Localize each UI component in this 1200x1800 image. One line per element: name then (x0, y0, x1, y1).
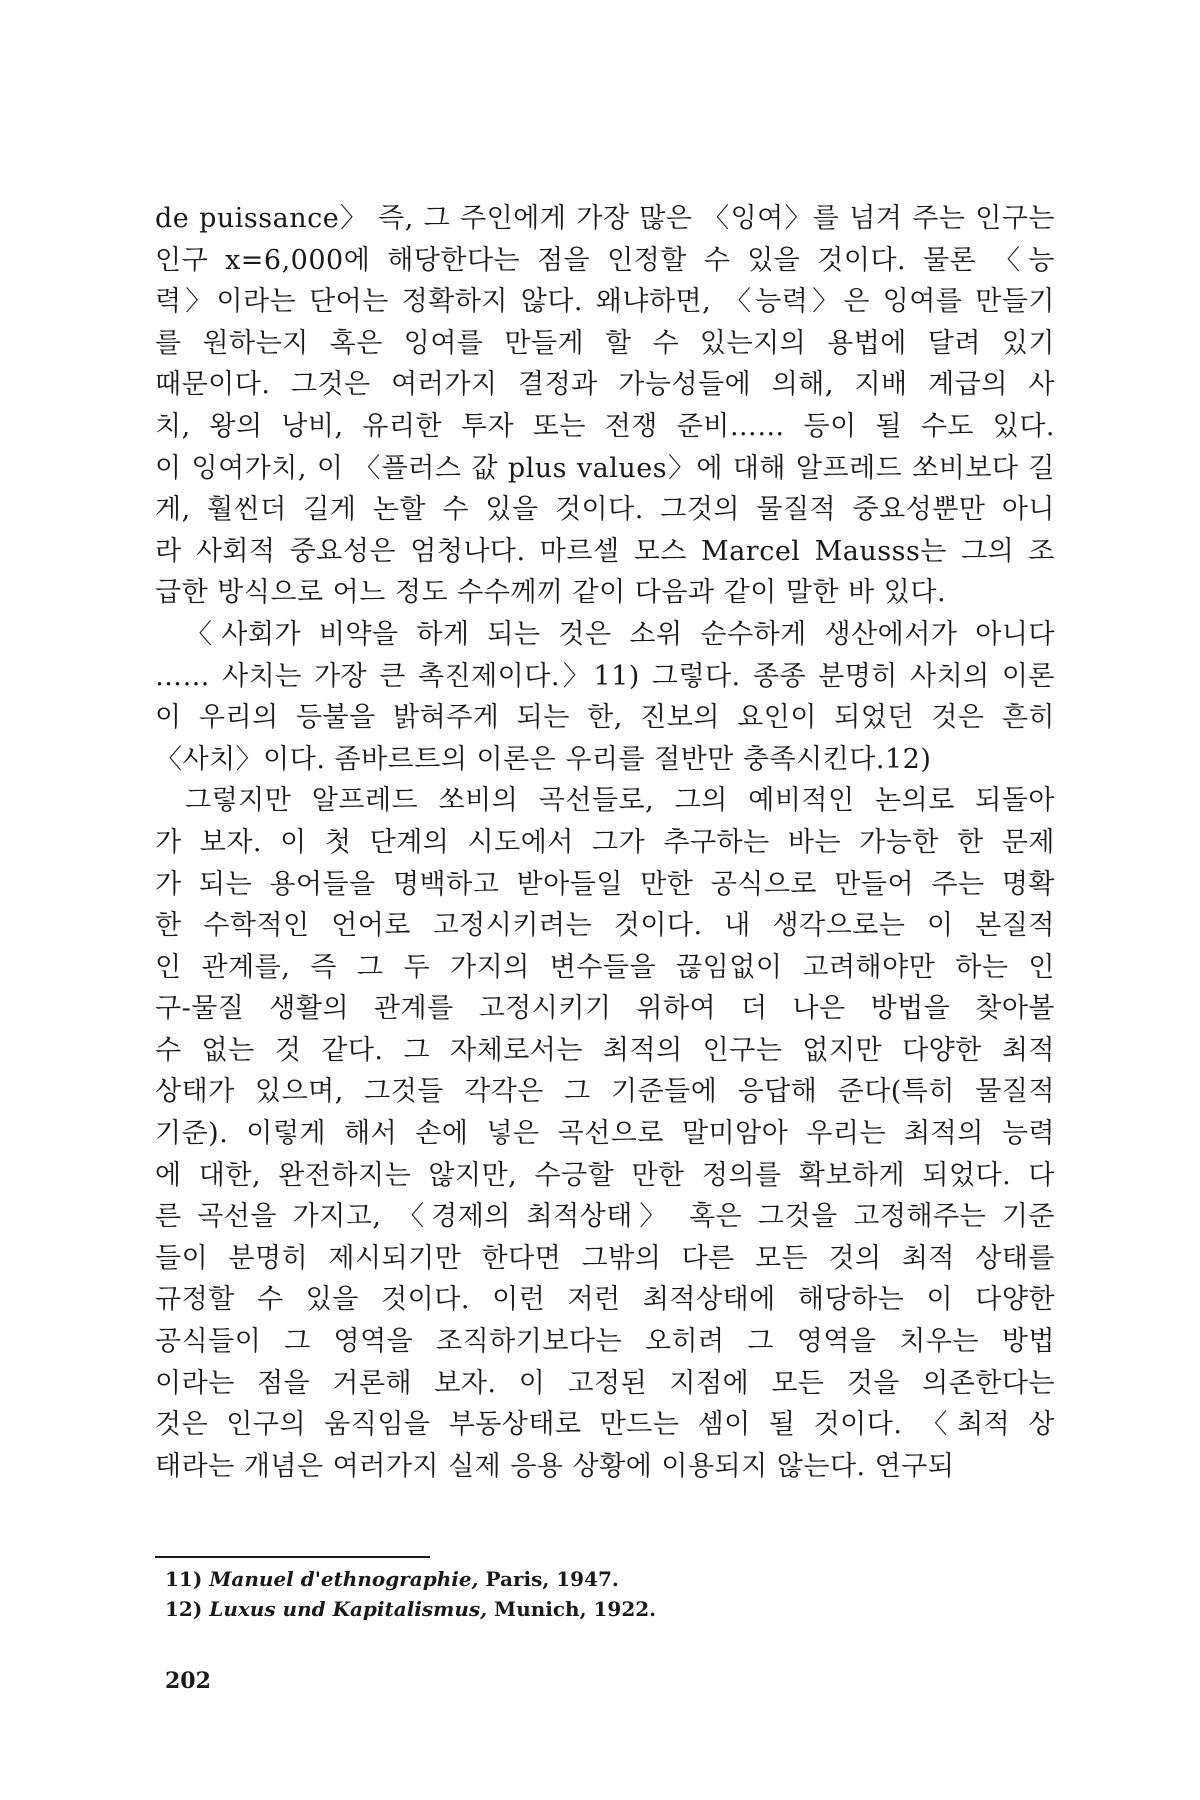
footnote-marker: 12) (165, 1597, 203, 1621)
text-line: 기준). 이렇게 해서 손에 넣은 곡선으로 말미암아 우리는 최적의 능력 (155, 1118, 1055, 1150)
footnote-title: Luxus und Kapitalismus, (209, 1597, 488, 1621)
text-line: de puissance〉 즉, 그 주인에게 가장 많은 〈잉여〉를 넘겨 주는 인구는 (155, 203, 1055, 234)
text-line: …… 사치는 가장 큰 촉진제이다.〉11) 그렇다. 종종 분명히 사치의 이론 (155, 660, 1055, 692)
text-line: 에 대한, 완전하지는 않지만, 수긍할 만한 정의를 확보하게 되었다. 다 (155, 1159, 1055, 1191)
text-line: 가 되는 용어들을 명백하고 받아들일 만한 공식으로 만들어 주는 명확 (155, 868, 1055, 900)
page-number: 202 (165, 1668, 211, 1694)
text-line: 인구 x=6,000에 해당한다는 점을 인정할 수 있을 것이다. 물론 〈능 (155, 244, 1055, 276)
text-line: 인 관계를, 즉 그 두 가지의 변수들을 끊임없이 고려해야만 하는 인 (155, 951, 1055, 983)
footnote-11 (165, 1564, 865, 1594)
text-line: 게, 훨씬더 길게 논할 수 있을 것이다. 그것의 물질적 중요성뿐만 아니 (155, 494, 1055, 526)
text-line: 른 곡선을 가지고, 〈경제의 최적상태〉 혹은 그것을 고정해주는 기준 (155, 1201, 1055, 1233)
text-line: 〈사치〉이다. 좀바르트의 이론은 우리를 절반만 충족시킨다.12) (155, 743, 932, 775)
footnotes (165, 1564, 865, 1624)
footnote-details: Munich, 1922. (487, 1597, 657, 1621)
footnote-12 (165, 1594, 865, 1624)
text-line: 력〉이라는 단어는 정확하지 않다. 왜냐하면, 〈능력〉은 잉여를 만들기 (155, 286, 1055, 318)
text-line: 들이 분명히 제시되기만 한다면 그밖의 다른 모든 것의 최적 상태를 (155, 1242, 1055, 1274)
footnote-marker: 11) (165, 1567, 203, 1591)
body-text (155, 198, 1055, 1487)
text-line: 를 원하는지 혹은 잉여를 만들게 할 수 있는지의 용법에 달려 있기 (155, 327, 1055, 359)
text-line: 치, 왕의 낭비, 유리한 투자 또는 전쟁 준비…… 등이 될 수도 있다. (155, 410, 1055, 442)
text-line: 규정할 수 있을 것이다. 이런 저런 최적상태에 해당하는 이 다양한 (155, 1284, 1055, 1316)
footnote-divider (155, 1556, 430, 1558)
footnote-title: Manuel d'ethnographie, (209, 1567, 479, 1591)
text-line: 공식들이 그 영역을 조직하기보다는 오히려 그 영역을 치우는 방법 (155, 1326, 1055, 1358)
text-line: 때문이다. 그것은 여러가지 결정과 가능성들에 의해, 지배 계급의 사 (155, 369, 1055, 401)
footnote-details: Paris, 1947. (478, 1567, 619, 1591)
text-line: 그렇지만 알프레드 쏘비의 곡선들로, 그의 예비적인 논의로 되돌아 (185, 785, 1055, 817)
text-line: 이라는 점을 거론해 보자. 이 고정된 지점에 모든 것을 의존한다는 (155, 1367, 1055, 1399)
text-line: 라 사회적 중요성은 엄청나다. 마르셀 모스 Marcel Mausss는 그의 조 (155, 535, 1055, 567)
text-line: 상태가 있으며, 그것들 각각은 그 기준들에 응답해 준다(특히 물질적 (155, 1076, 1055, 1108)
text-line: 가 보자. 이 첫 단계의 시도에서 그가 추구하는 바는 가능한 한 문제 (155, 826, 1055, 858)
text-line: 이 우리의 등불을 밝혀주게 되는 한, 진보의 요인이 되었던 것은 흔히 (155, 702, 1055, 734)
text-line: 것은 인구의 움직임을 부동상태로 만드는 셈이 될 것이다. 〈최적 상 (155, 1409, 1055, 1441)
text-line: 한 수학적인 언어로 고정시키려는 것이다. 내 생각으로는 이 본질적 (155, 910, 1055, 942)
text-line: 이 잉여가치, 이 〈플러스 값 plus values〉에 대해 알프레드 쏘비보다 길 (155, 452, 1055, 484)
text-line: 수 없는 것 같다. 그 자체로서는 최적의 인구는 없지만 다양한 최적 (155, 1034, 1055, 1066)
text-line: 〈사회가 비약을 하게 되는 것은 소위 순수하게 생산에서가 아니다 (185, 618, 1055, 650)
text-line: 급한 방식으로 어느 정도 수수께끼 같이 다음과 같이 말한 바 있다. (155, 577, 947, 609)
text-line: 태라는 개념은 여러가지 실제 응용 상황에 이용되지 않는다. 연구되 (155, 1450, 955, 1482)
text-line: 구-물질 생활의 관계를 고정시키기 위하여 더 나은 방법을 찾아볼 (155, 993, 1055, 1025)
